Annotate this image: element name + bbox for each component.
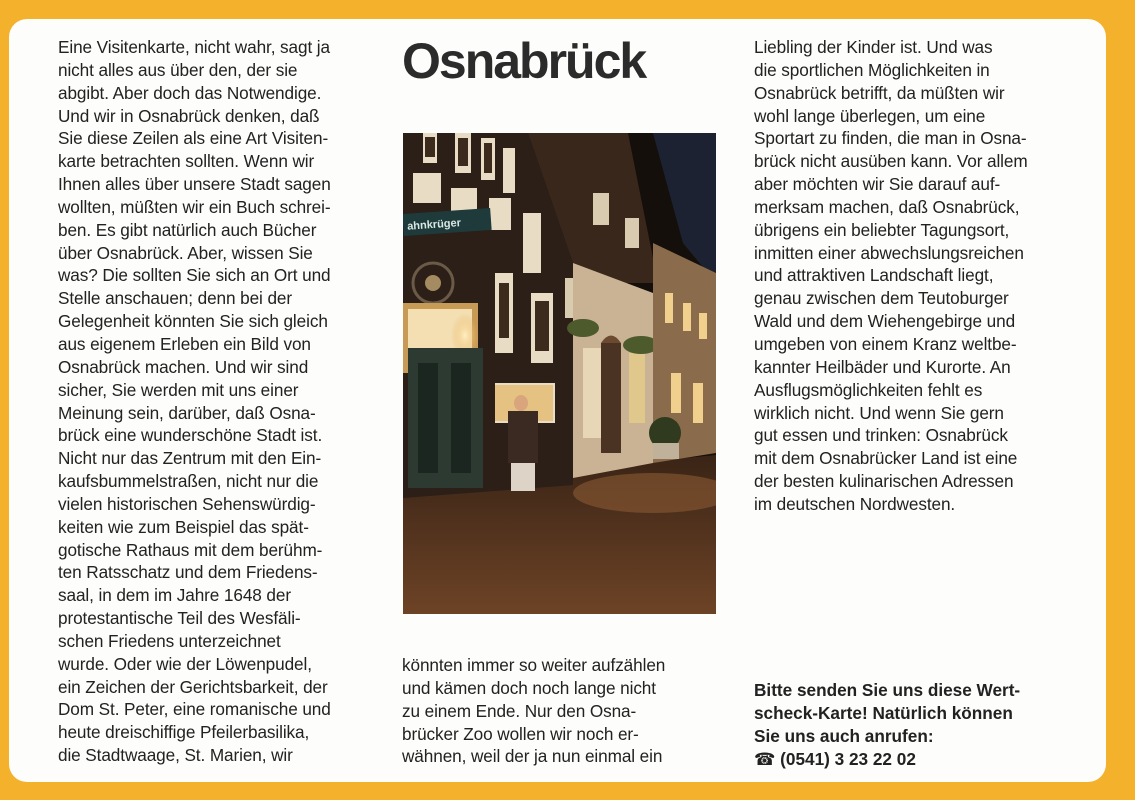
text-line: gotische Rathaus mit dem berühm-: [58, 539, 323, 560]
text-line: heute dreischiffige Pfeilerbasilika,: [58, 722, 310, 743]
text-line: wollten, müßten wir ein Buch schrei-: [58, 196, 331, 217]
text-line: Ihnen alles über unsere Stadt sagen: [58, 174, 331, 195]
text-line: ein Zeichen der Gerichtsbarkeit, der: [58, 676, 328, 697]
text-line: zu einem Ende. Nur den Osna-: [402, 700, 637, 721]
text-line: vielen historischen Sehenswürdig-: [58, 493, 316, 514]
text-line: saal, in dem im Jahre 1648 der: [58, 585, 291, 606]
text-line: könnten immer so weiter aufzählen: [402, 655, 666, 675]
text-line: Gelegenheit könnten Sie sich gleich: [58, 311, 328, 332]
text-line: protestantische Teil des Wesfäli-: [58, 608, 301, 629]
text-line: karte betrachten sollten. Wenn wir: [58, 151, 315, 172]
text-line: Wald und dem Wiehengebirge und: [754, 311, 1016, 332]
text-column-middle: [402, 654, 665, 768]
text-line: umgeben von einem Kranz weltbe-: [754, 333, 1017, 354]
contact-line: scheck-Karte! Natürlich können: [754, 702, 1013, 723]
text-line: merksam machen, daß Osnabrück,: [754, 196, 1020, 217]
contact-block: [754, 679, 1020, 770]
text-line: wirklich nicht. Und wenn Sie gern: [754, 402, 1004, 423]
text-line: kaufsbummelstraßen, nicht nur die: [58, 471, 319, 492]
contact-line: Bitte senden Sie uns diese Wert-: [754, 680, 1021, 700]
shop-sign-text: ahnkrüger: [406, 217, 462, 233]
text-line: genau zwischen dem Teutoburger: [754, 288, 1009, 309]
text-line: aus eigenem Erleben ein Bild von: [58, 333, 311, 354]
text-line: mit dem Osnabrücker Land ist eine: [754, 448, 1018, 469]
text-line: Sportart zu finden, die man in Osna-: [754, 128, 1027, 149]
text-line: Stelle anschauen; denn bei der: [58, 288, 292, 309]
contact-line: Sie uns auch anrufen:: [754, 725, 934, 746]
text-line: Osnabrück machen. Und wir sind: [58, 356, 309, 377]
text-line: inmitten einer abwechslungsreichen: [754, 242, 1024, 263]
postcard: [9, 19, 1106, 782]
text-line: Liebling der Kinder ist. Und was: [754, 37, 993, 57]
text-line: und attraktiven Landschaft liegt,: [754, 265, 994, 286]
text-line: Und wir in Osnabrück denken, daß: [58, 105, 320, 126]
text-line: gut essen und trinken: Osnabrück: [754, 425, 1008, 446]
text-line: schen Friedens unterzeichnet: [58, 630, 281, 651]
phone-number: ☎ (0541) 3 23 22 02: [754, 748, 916, 769]
text-line: brücker Zoo wollen wir noch er-: [402, 723, 639, 744]
text-line: ten Ratsschatz und dem Friedens-: [58, 562, 318, 583]
text-line: nicht alles aus über den, der sie: [58, 59, 298, 80]
text-line: Osnabrück betrifft, da müßten wir: [754, 82, 1005, 103]
text-line: wurde. Oder wie der Löwenpudel,: [58, 653, 312, 674]
text-line: übrigens ein beliebter Tagungsort,: [754, 219, 1010, 240]
text-line: Ausflugsmöglichkeiten fehlt es: [754, 379, 983, 400]
text-line: brück eine wunderschöne Stadt ist.: [58, 425, 323, 446]
text-line: sicher, Sie werden mit uns einer: [58, 379, 299, 400]
text-line: abgibt. Aber doch das Notwendige.: [58, 82, 322, 103]
text-line: im deutschen Nordwesten.: [754, 493, 956, 514]
text-column-left: [58, 36, 331, 767]
text-line: Meinung sein, darüber, daß Osna-: [58, 402, 316, 423]
half-timbered-street-illustration: [403, 133, 716, 614]
text-line: der besten kulinarischen Adressen: [754, 471, 1014, 492]
text-line: wähnen, weil der ja nun einmal ein: [402, 746, 663, 767]
text-line: Eine Visitenkarte, nicht wahr, sagt ja: [58, 37, 330, 57]
text-line: was? Die sollten Sie sich an Ort und: [58, 265, 331, 286]
text-line: ben. Es gibt natürlich auch Bücher: [58, 219, 317, 240]
text-line: über Osnabrück. Aber, wissen Sie: [58, 242, 313, 263]
text-line: wohl lange überlegen, um eine: [754, 105, 986, 126]
text-line: die Stadtwaage, St. Marien, wir: [58, 745, 293, 766]
text-line: keiten wie zum Beispiel das spät-: [58, 516, 309, 537]
text-line: brück nicht ausüben kann. Vor allem: [754, 151, 1028, 172]
text-line: die sportlichen Möglichkeiten in: [754, 59, 990, 80]
text-line: Dom St. Peter, eine romanische und: [58, 699, 331, 720]
text-line: kannter Heilbäder und Kurorte. An: [754, 356, 1011, 377]
text-line: Sie diese Zeilen als eine Art Visiten-: [58, 128, 329, 149]
page-title: Osnabrück: [402, 33, 646, 89]
photo-old-town-street: [403, 133, 716, 614]
text-column-right: [754, 36, 1028, 516]
text-line: aber möchten wir Sie darauf auf-: [754, 174, 1001, 195]
text-line: und kämen doch noch lange nicht: [402, 677, 656, 698]
text-line: Nicht nur das Zentrum mit den Ein-: [58, 448, 322, 469]
